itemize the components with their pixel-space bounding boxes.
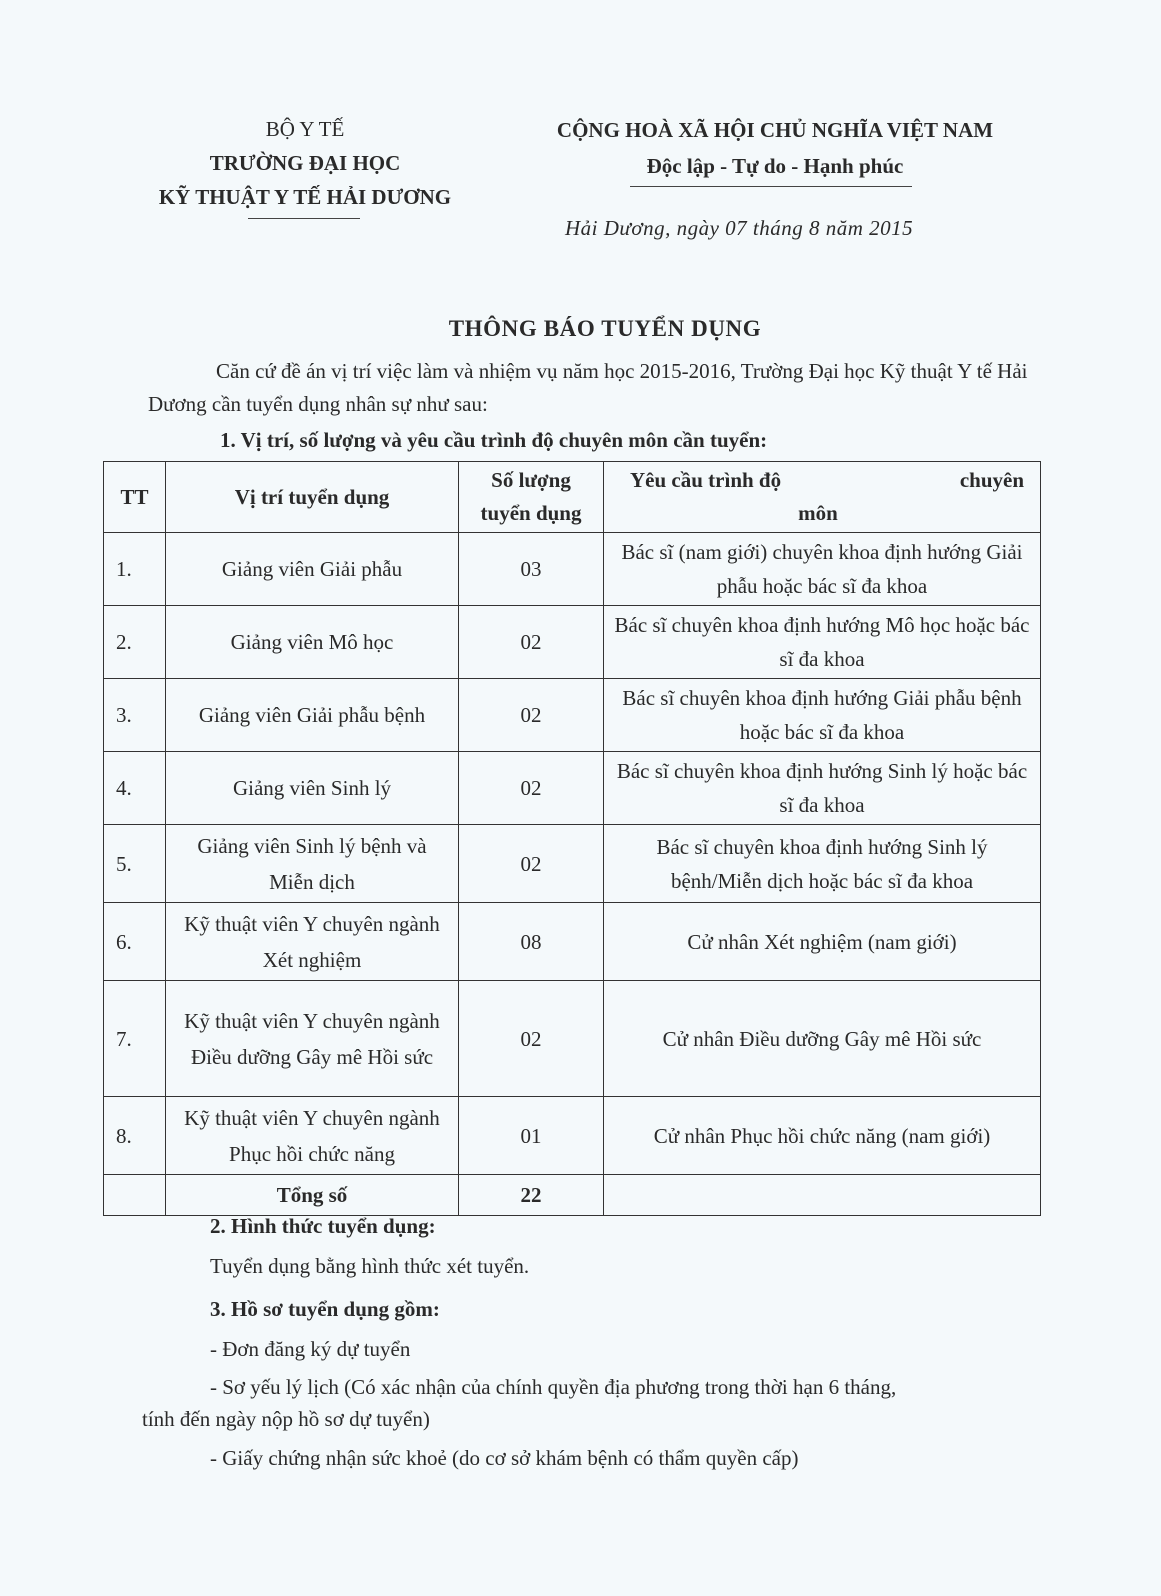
section2-heading: 2. Hình thức tuyển dụng: (210, 1214, 436, 1238)
ministry-name: BỘ Y TẾ (265, 117, 345, 141)
row-requirement: Cử nhân Xét nghiệm (nam giới) (604, 903, 1041, 981)
table-header-row (104, 462, 1041, 533)
table-row (104, 606, 1041, 679)
row-quantity: 01 (459, 1097, 604, 1175)
row-quantity: 02 (459, 679, 604, 752)
row-tt: 8. (104, 1097, 166, 1175)
document-date: Hải Dương, ngày 07 tháng 8 năm 2015 (565, 216, 914, 240)
table-row (104, 752, 1041, 825)
row-position: Giảng viên Giải phẫu (166, 533, 459, 606)
row-position: Giảng viên Sinh lý (166, 752, 459, 825)
header-tt: TT (104, 462, 166, 533)
row-tt: 6. (104, 903, 166, 981)
row-quantity: 03 (459, 533, 604, 606)
row-requirement: Cử nhân Điều dưỡng Gây mê Hồi sức (604, 981, 1041, 1097)
table-row (104, 679, 1041, 752)
section3-item3: - Giấy chứng nhận sức khoẻ (do cơ sở khám bệnh có thẩm quyền cấp) (210, 1446, 799, 1470)
row-tt: 3. (104, 679, 166, 752)
header-quantity-line2: tuyển dụng (480, 501, 582, 525)
recruitment-table (103, 461, 1041, 1216)
country-name: CỘNG HOÀ XÃ HỘI CHỦ NGHĨA VIỆT NAM (556, 118, 994, 142)
section3-item1: - Đơn đăng ký dự tuyển (210, 1337, 411, 1361)
total-value: 22 (459, 1175, 604, 1216)
table-row (104, 903, 1041, 981)
row-position: Giảng viên Sinh lý bệnh và Miễn dịch (166, 825, 459, 903)
row-tt: 7. (104, 981, 166, 1097)
row-quantity: 02 (459, 752, 604, 825)
section1-heading: 1. Vị trí, số lượng và yêu cầu trình độ chuyên môn cần tuyển: (220, 428, 768, 452)
header-position: Vị trí tuyển dụng (166, 462, 459, 533)
header-requirement-b: chuyên (959, 468, 1024, 492)
section2-text: Tuyển dụng bằng hình thức xét tuyển. (210, 1254, 530, 1278)
row-requirement: Cử nhân Phục hồi chức năng (nam giới) (604, 1097, 1041, 1175)
row-quantity: 08 (459, 903, 604, 981)
row-tt: 2. (104, 606, 166, 679)
header-requirement-c: môn (798, 501, 838, 525)
header-left (135, 112, 475, 214)
header-right-underline (630, 186, 912, 187)
row-position: Giảng viên Mô học (166, 606, 459, 679)
table-row (104, 981, 1041, 1097)
row-position: Kỹ thuật viên Y chuyên ngành Điều dưỡng Gây mê Hồi sức (166, 981, 459, 1097)
row-requirement: Bác sĩ chuyên khoa định hướng Giải phẫu bệnh hoặc bác sĩ đa khoa (604, 679, 1041, 752)
row-quantity: 02 (459, 981, 604, 1097)
row-requirement: Bác sĩ chuyên khoa định hướng Sinh lý bệnh/Miễn dịch hoặc bác sĩ đa khoa (604, 825, 1041, 903)
section3-item2-line2: tính đến ngày nộp hồ sơ dự tuyển) (142, 1407, 430, 1431)
page-title: THÔNG BÁO TUYỂN DỤNG (448, 316, 762, 341)
header-right (520, 112, 1030, 184)
row-requirement: Bác sĩ chuyên khoa định hướng Sinh lý hoặc bác sĩ đa khoa (604, 752, 1041, 825)
header-left-underline (248, 218, 360, 219)
table-row (104, 533, 1041, 606)
school-name-line2: KỸ THUẬT Y TẾ HẢI DƯƠNG (158, 185, 452, 209)
row-position: Giảng viên Giải phẫu bệnh (166, 679, 459, 752)
table-row (104, 825, 1041, 903)
row-quantity: 02 (459, 606, 604, 679)
row-tt: 4. (104, 752, 166, 825)
header-requirement-a: Yêu cầu trình độ (630, 468, 782, 492)
row-position: Kỹ thuật viên Y chuyên ngành Phục hồi chức năng (166, 1097, 459, 1175)
row-tt: 1. (104, 533, 166, 606)
header-quantity (459, 462, 604, 533)
intro-paragraph: Căn cứ đề án vị trí việc làm và nhiệm vụ năm học 2015-2016, Trường Đại học Kỹ thuật Y tế Hải Dương cần tuyển dụng nhân sự như sau: (148, 359, 1028, 416)
row-requirement: Bác sĩ chuyên khoa định hướng Mô học hoặc bác sĩ đa khoa (604, 606, 1041, 679)
table-row (104, 1097, 1041, 1175)
row-quantity: 02 (459, 825, 604, 903)
header-requirement (604, 462, 1041, 533)
row-tt: 5. (104, 825, 166, 903)
table-total-row (104, 1175, 1041, 1216)
section3-item2-line1: - Sơ yếu lý lịch (Có xác nhận của chính quyền địa phương trong thời hạn 6 tháng, (210, 1375, 897, 1399)
row-position: Kỹ thuật viên Y chuyên ngành Xét nghiệm (166, 903, 459, 981)
school-name-line1: TRƯỜNG ĐẠI HỌC (209, 151, 401, 175)
motto: Độc lập - Tự do - Hạnh phúc (646, 154, 904, 178)
total-label: Tổng số (166, 1175, 459, 1216)
section3-heading: 3. Hồ sơ tuyển dụng gồm: (210, 1297, 440, 1321)
header-quantity-line1: Số lượng (491, 468, 571, 492)
row-requirement: Bác sĩ (nam giới) chuyên khoa định hướng Giải phẫu hoặc bác sĩ đa khoa (604, 533, 1041, 606)
